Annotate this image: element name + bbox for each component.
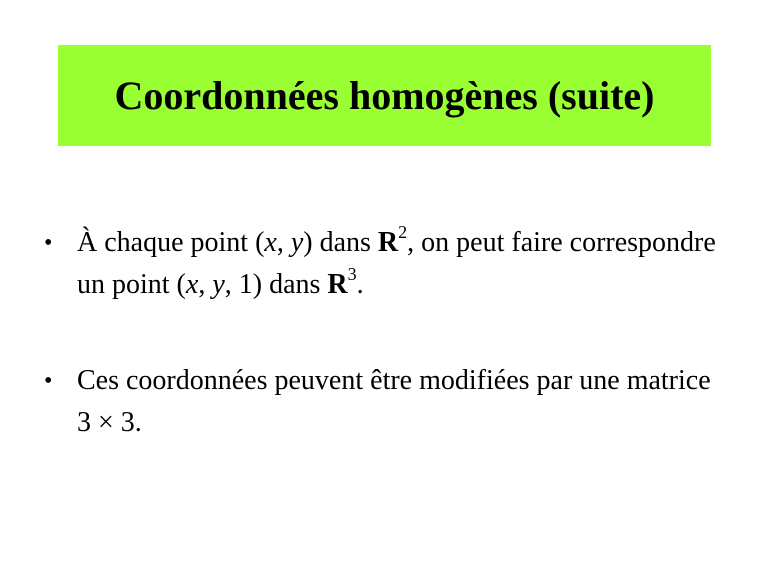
- bullet-item-matrix: [44, 360, 724, 444]
- bullet-icon: •: [44, 230, 53, 256]
- bullet-text: Ces coordonnées peuvent être modifiées par une matrice 3 × 3.: [77, 365, 711, 438]
- bullet-text: À chaque point (x, y) dans $R^2$, on peut faire correspondre un point (x, y, 1) dans $R^3$.: [77, 221, 716, 300]
- bullet-item-homogeneous-point: [44, 222, 724, 306]
- bullet-icon: •: [44, 368, 53, 394]
- bullet-list: [44, 222, 724, 444]
- slide-title: Coordonnées homogènes (suite): [114, 72, 655, 118]
- title-banner: [58, 45, 711, 146]
